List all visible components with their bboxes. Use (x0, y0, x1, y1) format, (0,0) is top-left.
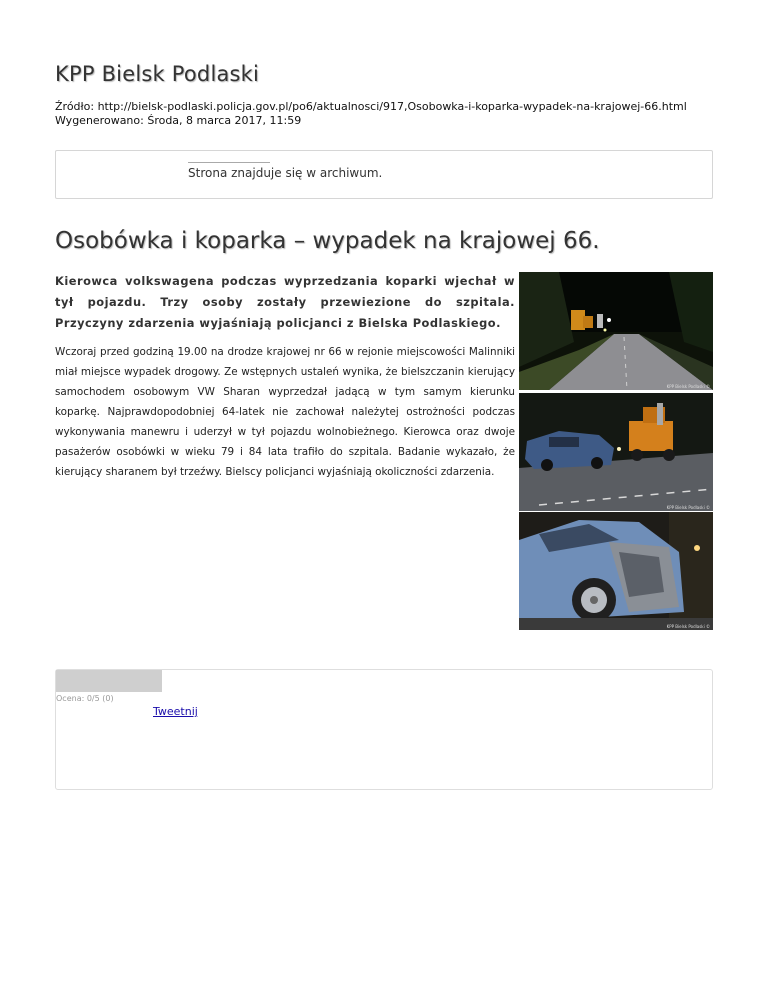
photo-crash-scene (519, 393, 713, 511)
article-title: Osobówka i koparka – wypadek na krajowej 66. (55, 228, 600, 254)
article-lead: Kierowca volkswagena podczas wyprzedzania koparki wjechał w tył pojazdu. Trzy osoby zostały przewiezione do szpitala. Przyczyny zdarzenia wyjaśniają policjanci z Bielska Podlaskiego. (55, 274, 515, 330)
archive-notice-box (55, 150, 713, 199)
article-photo-3[interactable] (519, 512, 713, 630)
rating-panel (55, 669, 713, 790)
photo-damaged-car (519, 512, 713, 630)
archive-notice: Strona znajduje się w archiwum. (188, 166, 383, 180)
site-title: KPP Bielsk Podlaski (55, 62, 260, 86)
tweet-link[interactable]: Tweetnij (153, 705, 198, 718)
rating-stars-bar[interactable] (56, 670, 162, 692)
article-photo-1[interactable] (519, 272, 713, 390)
source-meta (55, 100, 687, 128)
source-line: Źródło: http://bielsk-podlaski.policja.gov.pl/po6/aktualnosci/917,Osobowka-i-koparka-wypadek-na-krajowej-66.html (55, 100, 687, 113)
photo-credit: KPP Bielsk Podlaski © (666, 505, 710, 510)
photo-credit: KPP Bielsk Podlaski © (666, 624, 710, 629)
photo-road-excavator (519, 272, 713, 390)
rating-label: Ocena: 0/5 (0) (56, 694, 114, 703)
archive-divider (188, 162, 270, 163)
article-body: Wczoraj przed godziną 19.00 na drodze krajowej nr 66 w rejonie miejscowości Malinniki miał miejsce wypadek drogowy. Ze wstępnych ustaleń wynika, że bielszczanin kierujący samochodem osobowym VW Sharan wyprzedzał jadącą w tym samym kierunku koparkę. Najprawdopodobniej 64-latek nie zachował należytej ostrożności podczas wykonywania manewru i uderzył w tył pojazdu wolnobieżnego. Kierowca oraz dwoje pasażerów osobówki w wieku 79 i 84 lata trafiło do szpitala. Badanie wykazało, że kierujący sharanem był trzeźwy. Bielscy policjanci wyjaśniają okoliczności zdarzenia. (55, 346, 515, 478)
generated-line: Wygenerowano: Środa, 8 marca 2017, 11:59 (55, 114, 302, 127)
photo-credit: KPP Bielsk Podlaski © (666, 384, 710, 389)
article-photo-2[interactable] (519, 393, 713, 511)
